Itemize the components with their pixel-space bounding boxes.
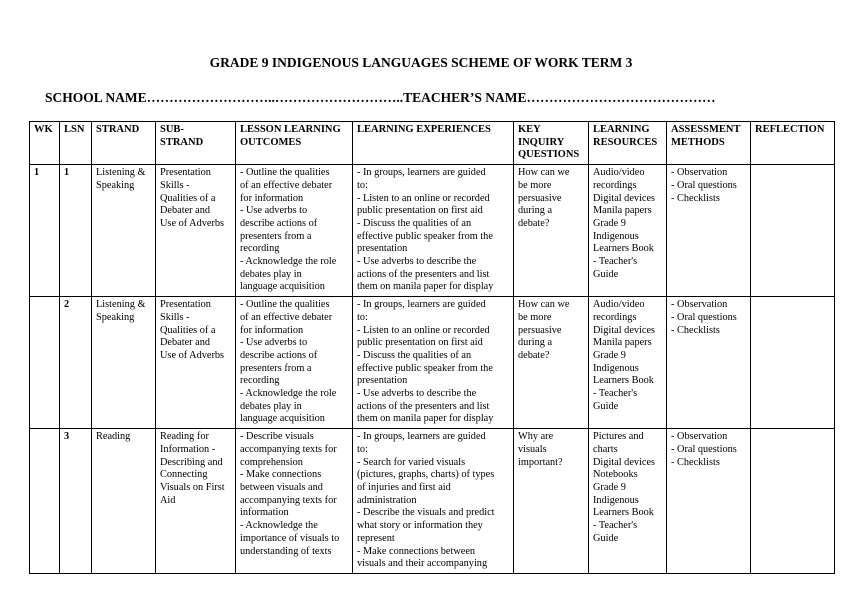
table-row xyxy=(30,297,835,429)
cell-inquiry-questions: How can we be more persuasive during a debate? xyxy=(514,297,589,429)
header-wk: WK xyxy=(30,122,60,165)
cell-lsn: 1 xyxy=(60,165,92,297)
header-outcomes: LESSON LEARNING OUTCOMES xyxy=(236,122,353,165)
cell-strand: Listening & Speaking xyxy=(92,297,156,429)
cell-lsn: 3 xyxy=(60,429,92,574)
header-resources: LEARNING RESOURCES xyxy=(589,122,667,165)
cell-resources: Audio/video recordings Digital devices Manila papers Grade 9 Indigenous Learners Book - Teacher's Guide xyxy=(589,165,667,297)
cell-sub-strand: Presentation Skills - Qualities of a Debater and Use of Adverbs xyxy=(156,297,236,429)
cell-resources: Pictures and charts Digital devices Notebooks Grade 9 Indigenous Learners Book - Teacher's Guide xyxy=(589,429,667,574)
cell-inquiry-questions: How can we be more persuasive during a debate? xyxy=(514,165,589,297)
header-inquiry-questions: KEY INQUIRY QUESTIONS xyxy=(514,122,589,165)
table-row xyxy=(30,165,835,297)
table-header-row xyxy=(30,122,835,165)
cell-wk xyxy=(30,297,60,429)
cell-experiences: - In groups, learners are guided to: - Listen to an online or recorded public presentation on first aid - Discuss the qualities of an effective public speaker from the presentation - Use adverbs to describe the actions of the presenters and list them on manila paper for display xyxy=(353,297,514,429)
scheme-of-work-table xyxy=(29,121,835,574)
header-strand: STRAND xyxy=(92,122,156,165)
cell-inquiry-questions: Why are visuals important? xyxy=(514,429,589,574)
cell-outcomes: - Outline the qualities of an effective debater for information - Use adverbs to describe actions of presenters from a recording - Acknowledge the role debates play in language acquisition xyxy=(236,297,353,429)
cell-assessment: - Observation - Oral questions - Checklists xyxy=(667,429,751,574)
header-experiences: LEARNING EXPERIENCES xyxy=(353,122,514,165)
cell-reflection[interactable] xyxy=(751,297,835,429)
header-sub-strand: SUB- STRAND xyxy=(156,122,236,165)
header-reflection: REFLECTION xyxy=(751,122,835,165)
table-row xyxy=(30,429,835,574)
cell-outcomes: - Outline the qualities of an effective debater for information - Use adverbs to describe actions of presenters from a recording - Acknowledge the role debates play in language acquisition xyxy=(236,165,353,297)
cell-resources: Audio/video recordings Digital devices Manila papers Grade 9 Indigenous Learners Book - Teacher's Guide xyxy=(589,297,667,429)
cell-strand: Listening & Speaking xyxy=(92,165,156,297)
cell-assessment: - Observation - Oral questions - Checklists xyxy=(667,165,751,297)
cell-assessment: - Observation - Oral questions - Checklists xyxy=(667,297,751,429)
cell-lsn: 2 xyxy=(60,297,92,429)
cell-experiences: - In groups, learners are guided to: - Search for varied visuals (pictures, graphs, charts) of types of injuries and first aid administration - Describe the visuals and predict what story or information they represent - Make connections between visuals and their accompanying xyxy=(353,429,514,574)
cell-reflection[interactable] xyxy=(751,165,835,297)
document-title: GRADE 9 INDIGENOUS LANGUAGES SCHEME OF WORK TERM 3 xyxy=(209,55,633,70)
cell-experiences: - In groups, learners are guided to: - Listen to an online or recorded public presentation on first aid - Discuss the qualities of an effective public speaker from the presentation - Use adverbs to describe the actions of the presenters and list them on manila paper for display xyxy=(353,165,514,297)
cell-outcomes: - Describe visuals accompanying texts for comprehension - Make connections between visuals and accompanying texts for information - Acknowledge the importance of visuals to understanding of texts xyxy=(236,429,353,574)
cell-strand: Reading xyxy=(92,429,156,574)
cell-wk xyxy=(30,429,60,574)
header-assessment: ASSESSMENT METHODS xyxy=(667,122,751,165)
school-teacher-name-line: SCHOOL NAME………………………..………………………..TEACHER’S NAME…………………………………… xyxy=(45,90,716,105)
cell-wk: 1 xyxy=(30,165,60,297)
cell-reflection[interactable] xyxy=(751,429,835,574)
cell-sub-strand: Presentation Skills - Qualities of a Debater and Use of Adverbs xyxy=(156,165,236,297)
cell-sub-strand: Reading for Information - Describing and Connecting Visuals on First Aid xyxy=(156,429,236,574)
header-lsn: LSN xyxy=(60,122,92,165)
